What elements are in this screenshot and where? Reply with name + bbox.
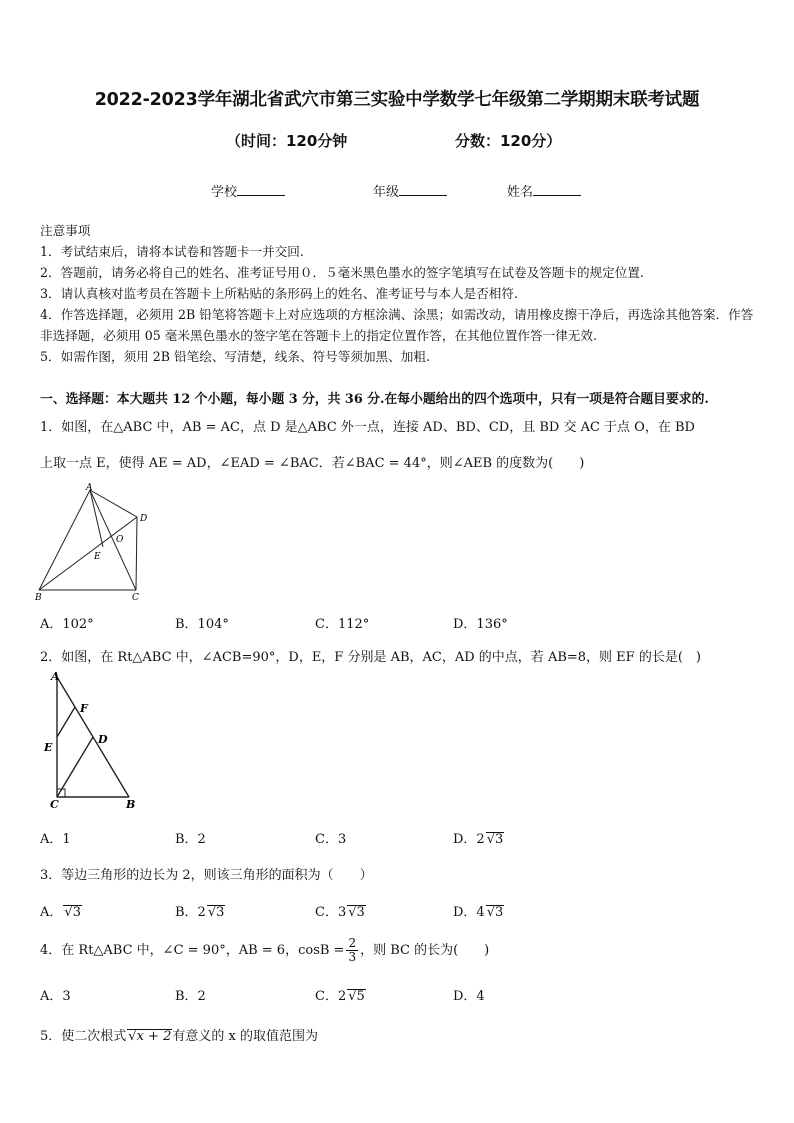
q5-pre: 5．使二次根式 [40,1029,127,1044]
q3-option-b-prefix: B．2 [175,905,206,920]
grade-field [373,181,447,200]
q1-option-a[interactable]: A．102° [40,617,94,632]
school-label: 学校 [211,185,238,200]
q1-label-e: E [94,552,101,562]
q2-label-a: A [51,670,60,683]
notice-block [40,220,758,367]
name-label: 姓名 [507,185,534,200]
q2-label-d: D [98,733,108,746]
q1-option-c[interactable]: C．112° [315,617,370,632]
q2-option-c[interactable]: C．3 [315,832,347,847]
q3-option-d[interactable] [453,901,504,920]
q3-option-a-radicand: 3 [72,905,81,920]
q5-post: 有意义的 x 的取值范围为 [172,1029,318,1044]
q4-option-c-prefix: C．2 [315,989,347,1004]
school-field [211,181,285,200]
q4-pre: 4．在 Rt△ABC 中，∠C = 90°，AB = 6，cosB = [40,943,345,958]
page-title: 2022-2023学年湖北省武穴市第三实验中学数学七年级第二学期期末联考试题 [94,90,700,110]
exam-time: （时间：120分钟 [226,132,348,150]
q1-seg-ad [90,490,137,517]
q4-option-d[interactable]: D．4 [453,989,485,1004]
q2-option-d-radicand: 3 [495,832,504,847]
name-blank [533,183,581,196]
q2-seg-ef [57,707,75,737]
q2-option-a[interactable]: A．1 [40,832,71,847]
notice-heading: 注意事项 [40,223,91,238]
q1-option-d[interactable]: D．136° [453,617,508,632]
q1-line1: 1．如图，在△ABC 中，AB = AC，点 D 是△ABC 外一点，连接 AD、BD、CD，且 BD 交 AC 于点 O，在 BD [40,420,695,435]
q1-figure [30,482,160,604]
q4-text [40,933,760,969]
name-field [507,181,581,200]
q2-option-d-radical: √3 [486,832,504,847]
q2-text: 2．如图，在 Rt△ABC 中，∠ACB=90°，D，E，F 分别是 AB，AC，AD 的中点，若 AB=8，则 EF 的长是( ) [40,650,701,665]
q4-option-a[interactable]: A．3 [40,989,71,1004]
q3-option-b-radicand: 3 [216,905,225,920]
q1-seg-ab [39,490,90,590]
notice-item-3: 3．请认真核对监考员在答题卡上所粘贴的条形码上的姓名、准考证号与本人是否相符. [40,286,518,301]
q5-radicand: x + 2 [136,1029,172,1044]
q4-option-c-radicand: 5 [356,989,365,1004]
q3-option-b[interactable] [175,901,225,920]
q1-label-b: B [35,593,42,603]
notice-item-2: 2．答题前，请务必将自己的姓名、准考证号用０．５毫米黑色墨水的签字笔填写在试卷及答题卡的规定位置. [40,265,644,280]
notice-item-1: 1．考试结束后，请将本试卷和答题卡一并交回. [40,244,304,259]
q3-option-a[interactable] [40,901,82,920]
q2-figure [40,668,150,810]
q4-option-b[interactable]: B．2 [175,989,206,1004]
q3-text: 3．等边三角形的边长为 2，则该三角形的面积为（ ） [40,868,373,883]
q3-option-c-radicand: 3 [356,905,365,920]
q4-fraction [346,937,358,964]
grade-label: 年级 [373,185,400,200]
q1-seg-ae [90,490,103,547]
q3-option-b-radical: √3 [207,905,225,920]
q3-option-d-prefix: D．4 [453,905,485,920]
q1-seg-bd [39,517,137,590]
q2-option-d-prefix: D．2 [453,832,485,847]
q1-line2: 上取一点 E，使得 AE = AD，∠EAD = ∠BAC．若∠BAC = 44°，则∠AEB 的度数为( ) [40,456,585,471]
q2-label-c: C [50,798,59,810]
q5-text [40,1025,760,1044]
q3-option-d-radicand: 3 [495,905,504,920]
exam-score: 分数：120分） [455,132,562,150]
q5-radical: √x + 2 [128,1029,172,1044]
q3-option-d-radical: √3 [486,905,504,920]
q2-label-b: B [126,798,136,810]
q1-label-d: D [140,514,148,524]
q2-label-e: E [44,741,53,754]
q2-option-b[interactable]: B．2 [175,832,206,847]
section-1-heading: 一、选择题：本大题共 12 个小题，每小题 3 分，共 36 分.在每小题给出的四个选项中，只有一项是符合题目要求的. [40,392,709,407]
q4-option-c[interactable] [315,985,366,1004]
q1-option-b[interactable]: B．104° [175,617,229,632]
q3-option-c-prefix: C．3 [315,905,347,920]
q2-label-f: F [80,702,88,715]
q4-frac-num: 2 [348,936,357,950]
q1-seg-ac [90,490,136,590]
school-blank [237,183,285,196]
q3-option-a-radical: √3 [64,905,81,920]
q1-seg-cd [136,517,137,590]
grade-blank [399,183,447,196]
q4-frac-den: 3 [348,950,357,964]
notice-item-4: 4．作答选择题，必须用 2B 铅笔将答题卡上对应选项的方框涂满、涂黑；如需改动，请用橡皮擦干净后，再选涂其他答案．作答非选择题，必须用 05 毫米黑色墨水的签字笔在答题卡上的指定位置作答，在其他位置作答一律无效. [40,307,754,343]
q4-option-c-radical: √5 [348,989,365,1004]
q2-seg-cd [57,737,93,797]
q1-label-c: C [132,593,139,603]
q2-option-d[interactable] [453,828,504,847]
q3-option-c[interactable] [315,901,366,920]
q4-post: ，则 BC 的长为( ) [360,943,490,958]
q3-option-a-prefix: A． [40,905,63,920]
q1-label-a: A [86,483,93,493]
notice-item-5: 5．如需作图，须用 2B 铅笔绘、写清楚，线条、符号等须加黑、加粗. [40,349,430,364]
q1-label-o: O [116,535,124,545]
q3-option-c-radical: √3 [348,905,365,920]
